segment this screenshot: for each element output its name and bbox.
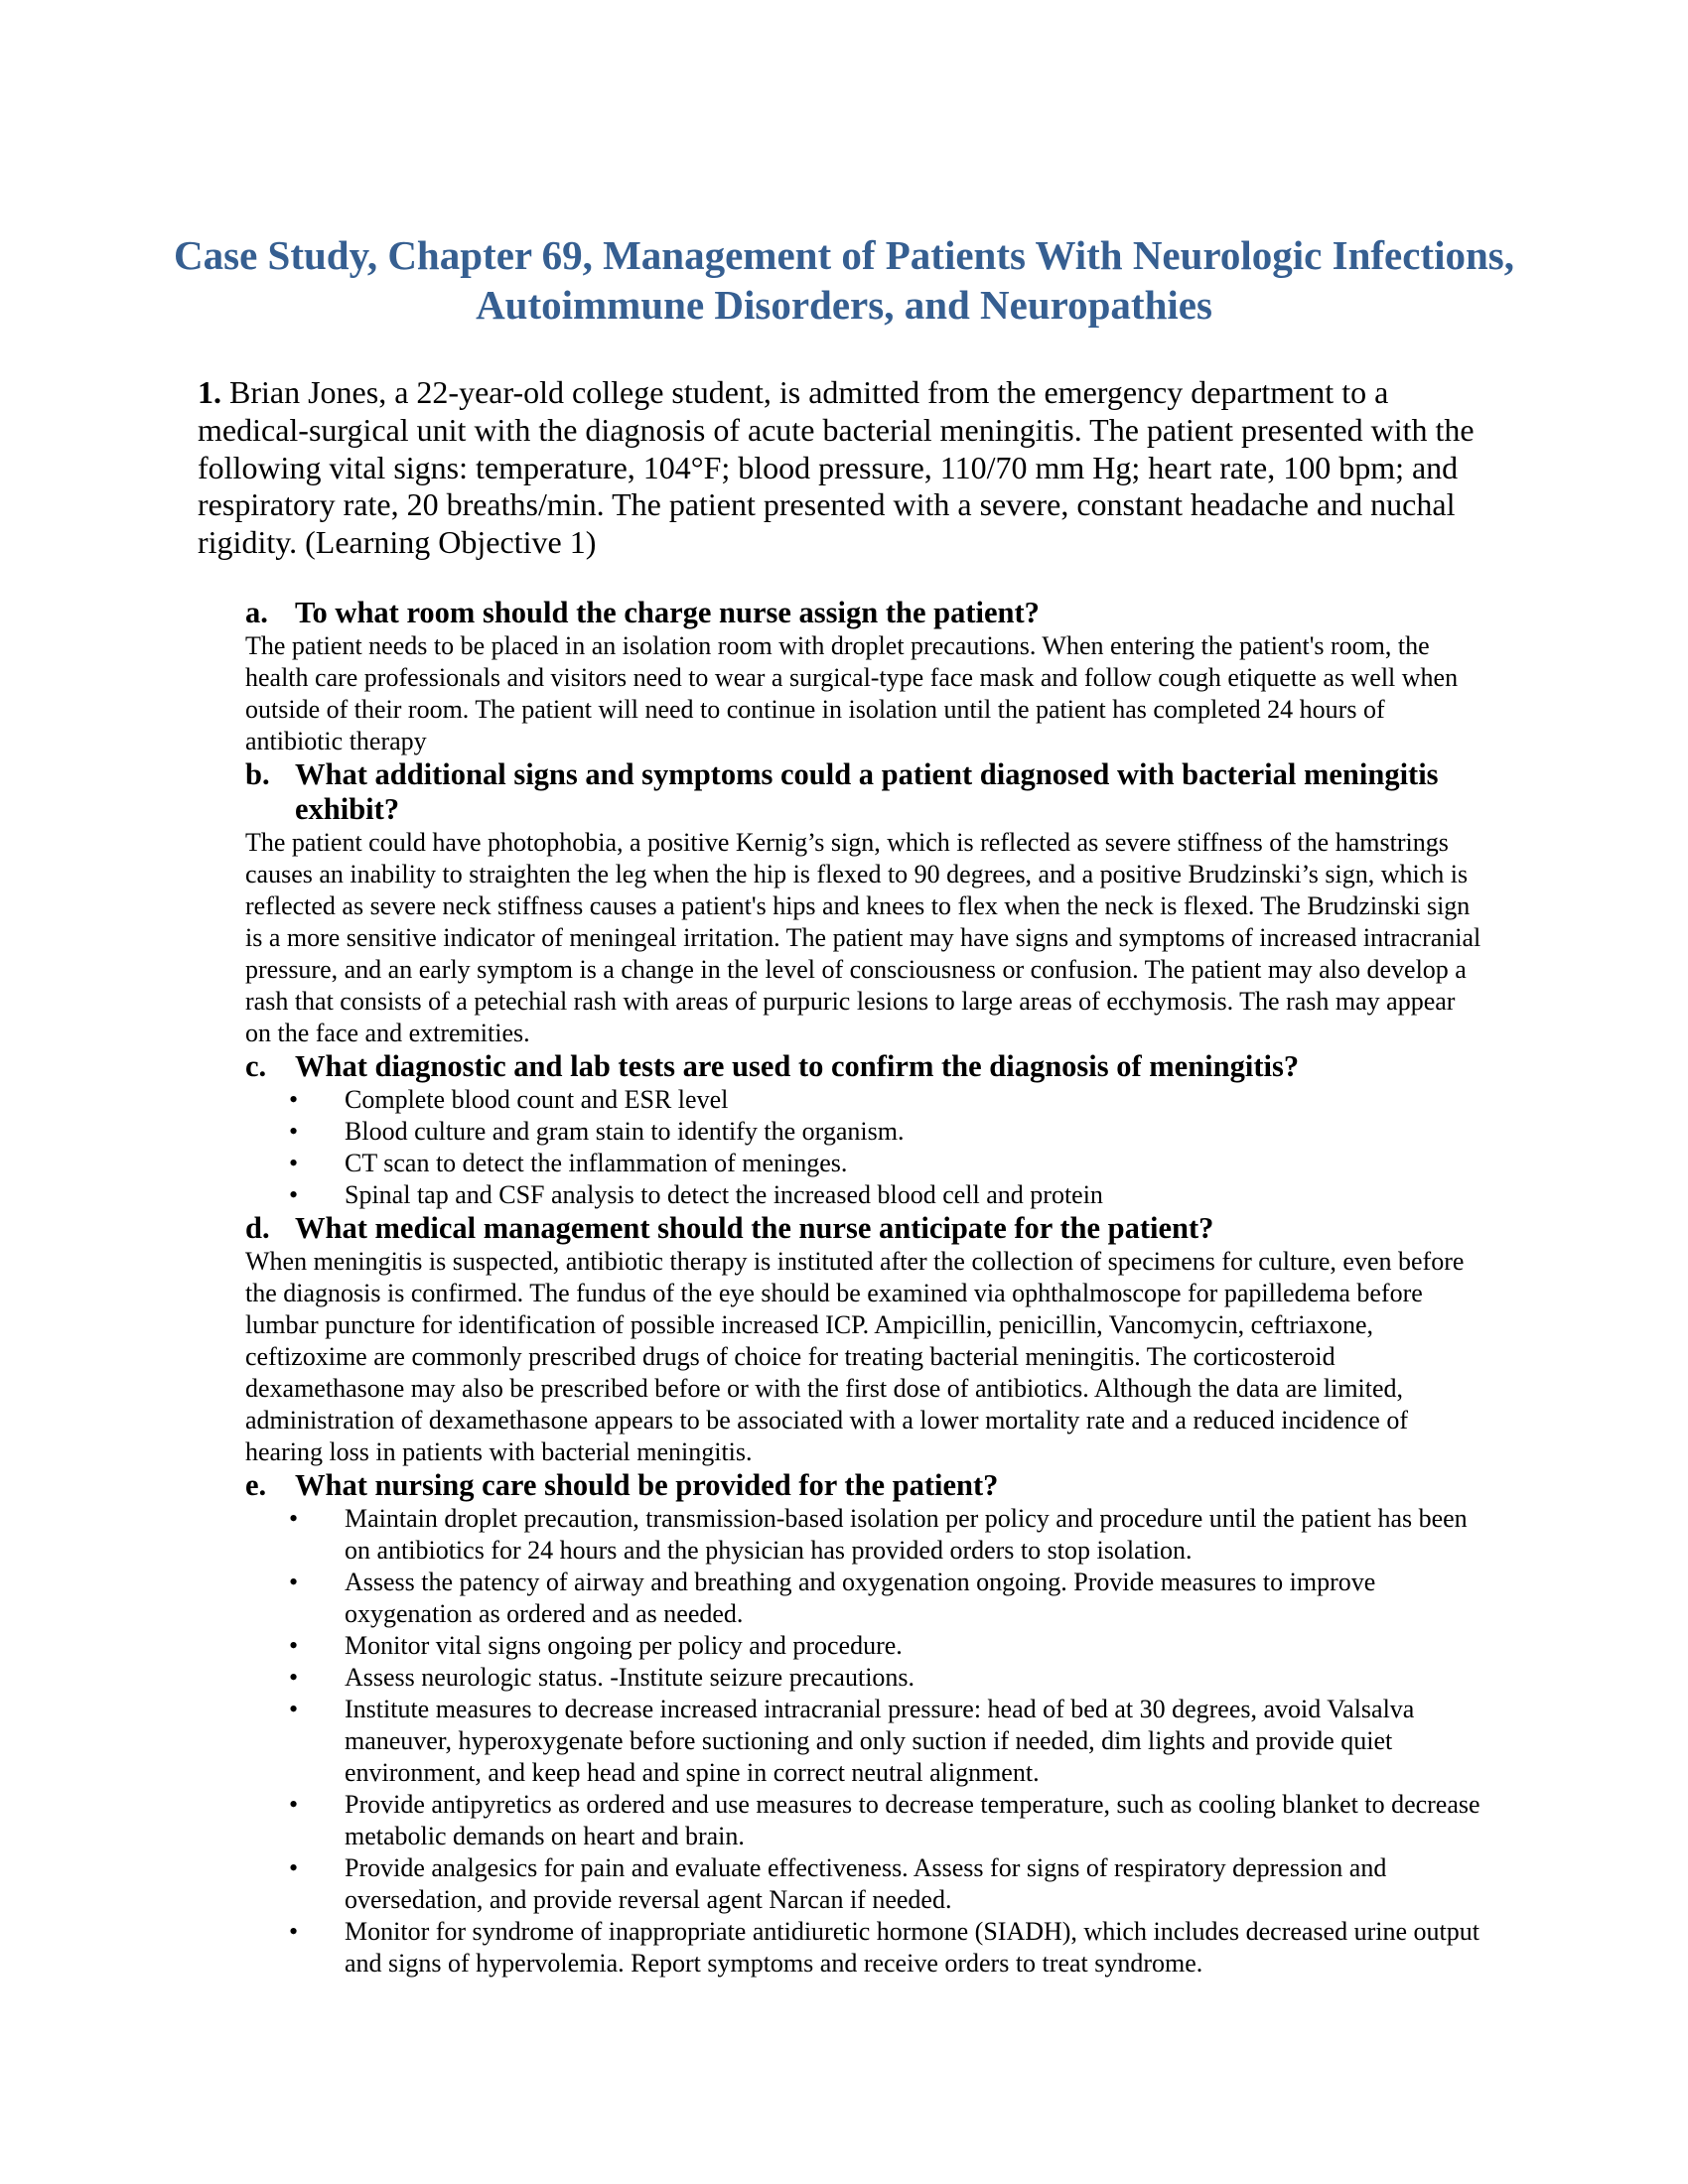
question-heading [245, 1468, 1481, 1503]
list-item-text: Spinal tap and CSF analysis to detect the increased blood cell and protein [345, 1180, 1103, 1209]
bullet-icon: • [289, 1695, 299, 1723]
list-item [289, 1116, 1481, 1148]
question-letter: b. [245, 757, 270, 791]
question-letter: a. [245, 596, 268, 629]
list-item [289, 1503, 1481, 1567]
bullet-icon: • [289, 1917, 299, 1946]
list-item-text: Monitor vital signs ongoing per policy and procedure. [345, 1631, 903, 1660]
question-text: What nursing care should be provided for the patient? [295, 1468, 999, 1502]
list-item [289, 1084, 1481, 1116]
page-title: Case Study, Chapter 69, Management of Patients With Neurologic Infections, Autoimmune Disorders, and Neuropathies [174, 232, 1514, 328]
case-intro [198, 374, 1488, 562]
list-item-text: Assess neurologic status. -Institute seizure precautions. [345, 1663, 915, 1692]
bullet-icon: • [289, 1663, 299, 1692]
question-letter: d. [245, 1211, 270, 1245]
list-item-text: Blood culture and gram stain to identify the organism. [345, 1117, 905, 1146]
list-item [289, 1916, 1481, 1979]
list-item [289, 1694, 1481, 1789]
question-letter: e. [245, 1468, 267, 1502]
question-text: What additional signs and symptoms could a patient diagnosed with bacterial meningitis exhibit? [295, 757, 1439, 826]
list-item [289, 1630, 1481, 1662]
list-item-text: Institute measures to decrease increased intracranial pressure: head of bed at 30 degrees, avoid Valsalva maneuver, hyperoxygenate before suctioning and only suction if needed, dim lights and provide quiet environment, and keep head and spine in correct neutral alignment. [345, 1695, 1415, 1787]
question-letter: c. [245, 1049, 267, 1083]
bullet-icon: • [289, 1504, 299, 1533]
list-item [289, 1852, 1481, 1916]
case-text: Brian Jones, a 22-year-old college student, is admitted from the emergency department to a medical-surgical unit with the diagnosis of acute bacterial meningitis. The patient presented with the following vital signs: temperature, 104°F; blood pressure, 110/70 mm Hg; heart rate, 100 bpm; and respiratory rate, 20 breaths/min. The patient presented with a severe, constant headache and nuchal rigidity. (Learning Objective 1) [198, 374, 1475, 561]
bullet-icon: • [289, 1790, 299, 1819]
list-item [289, 1789, 1481, 1852]
question-heading [245, 1211, 1481, 1246]
list-item [289, 1567, 1481, 1630]
questions-list [245, 596, 1481, 1979]
list-item-text: Maintain droplet precaution, transmission-based isolation per policy and procedure until the patient has been on antibiotics for 24 hours and the physician has provided orders to stop isolation. [345, 1504, 1468, 1565]
answer-text: The patient could have photophobia, a positive Kernig’s sign, which is reflected as severe stiffness of the hamstrings causes an inability to straighten the leg when the hip is flexed to 90 degrees, and a positive Brudzinski’s sign, which is reflected as severe neck stiffness causes a patient's hips and knees to flex when the neck is flexed. The Brudzinski sign is a more sensitive indicator of meningeal irritation. The patient may have signs and symptoms of increased intracranial pressure, and an early symptom is a change in the level of consciousness or confusion. The patient may also develop a rash that consists of a petechial rash with areas of purpuric lesions to large areas of ecchymosis. The rash may appear on the face and extremities. [245, 828, 1481, 1047]
question-text: What medical management should the nurse anticipate for the patient? [295, 1211, 1214, 1245]
question-text: To what room should the charge nurse assign the patient? [295, 596, 1040, 629]
bullet-icon: • [289, 1117, 299, 1146]
question-heading [245, 596, 1481, 630]
bullet-icon: • [289, 1180, 299, 1209]
answer-text: The patient needs to be placed in an isolation room with droplet precautions. When entering the patient's room, the health care professionals and visitors need to wear a surgical-type face mask and follow cough etiquette as well when outside of their room. The patient will need to continue in isolation until the patient has completed 24 hours of antibiotic therapy [245, 631, 1459, 755]
question-heading [245, 1049, 1481, 1084]
list-item-text: Provide analgesics for pain and evaluate effectiveness. Assess for signs of respiratory depression and oversedation, and provide reversal agent Narcan if needed. [345, 1853, 1387, 1914]
bullet-icon: • [289, 1149, 299, 1177]
list-item-text: Complete blood count and ESR level [345, 1085, 729, 1114]
bullet-icon: • [289, 1085, 299, 1114]
list-item-text: Monitor for syndrome of inappropriate antidiuretic hormone (SIADH), which includes decreased urine output and signs of hypervolemia. Report symptoms and receive orders to treat syndrome. [345, 1917, 1479, 1978]
bullet-icon: • [289, 1631, 299, 1660]
list-item-text: CT scan to detect the inflammation of meninges. [345, 1149, 848, 1177]
list-item [289, 1179, 1481, 1211]
list-item-text: Provide antipyretics as ordered and use measures to decrease temperature, such as cooling blanket to decrease metabolic demands on heart and brain. [345, 1790, 1480, 1850]
answer-bullet-list [245, 1503, 1481, 1979]
bullet-icon: • [289, 1853, 299, 1882]
case-number: 1. [198, 374, 221, 410]
answer-text: When meningitis is suspected, antibiotic therapy is instituted after the collection of specimens for culture, even before the diagnosis is confirmed. The fundus of the eye should be examined via ophthalmoscope for papilledema before lumbar puncture for identification of possible increased ICP. Ampicillin, penicillin, Vancomycin, ceftriaxone, ceftizoxime are commonly prescribed drugs of choice for treating bacterial meningitis. The corticosteroid dexamethasone may also be prescribed before or with the first dose of antibiotics. Although the data are limited, administration of dexamethasone appears to be associated with a lower mortality rate and a reduced incidence of hearing loss in patients with bacterial meningitis. [245, 1247, 1465, 1466]
bullet-icon: • [289, 1568, 299, 1596]
list-item-text: Assess the patency of airway and breathing and oxygenation ongoing. Provide measures to improve oxygenation as ordered and as needed. [345, 1568, 1376, 1628]
question-heading [245, 757, 1481, 827]
list-item [289, 1662, 1481, 1694]
list-item [289, 1148, 1481, 1179]
question-text: What diagnostic and lab tests are used to confirm the diagnosis of meningitis? [295, 1049, 1300, 1083]
answer-bullet-list [245, 1084, 1481, 1211]
